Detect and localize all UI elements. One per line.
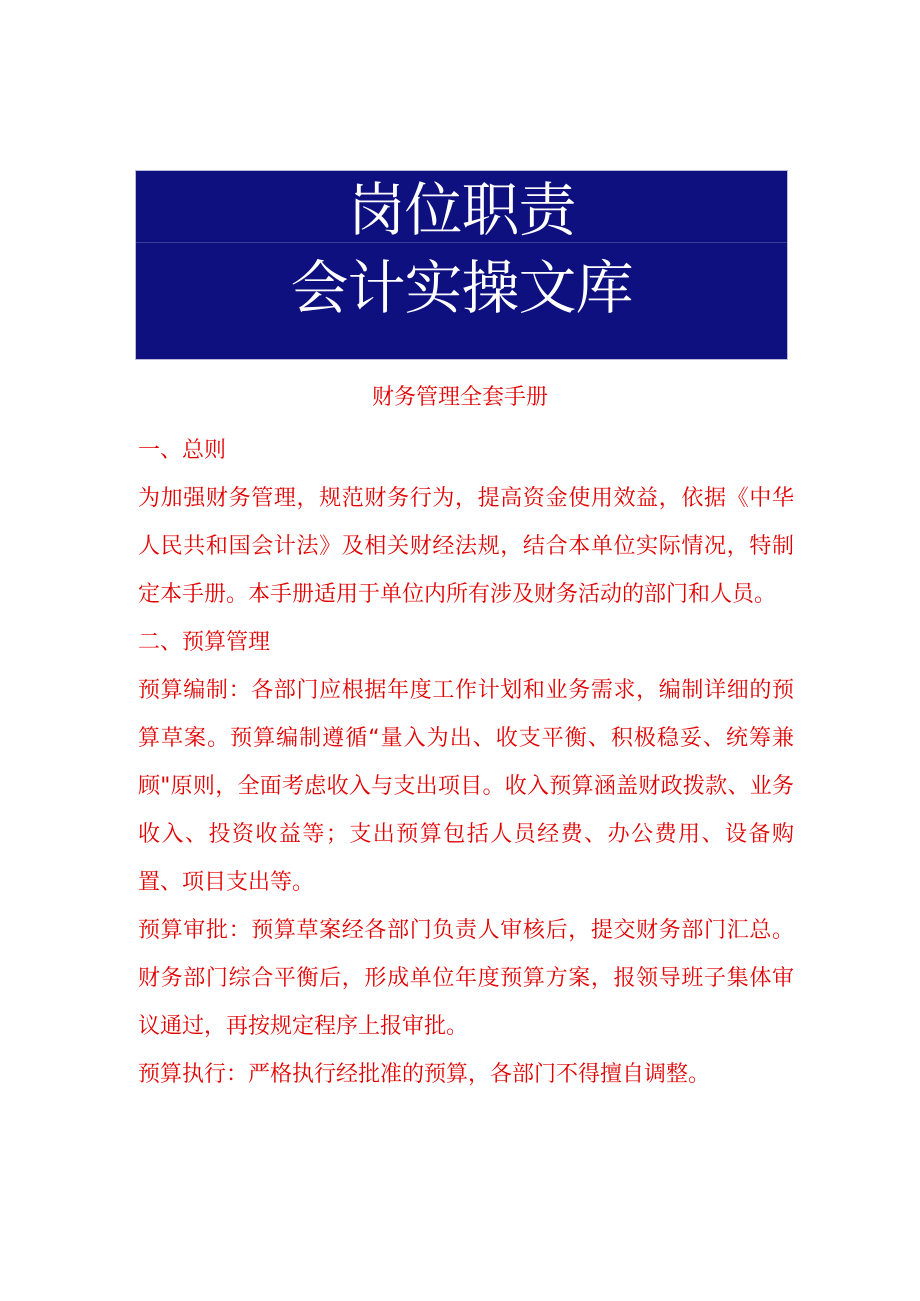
document-body	[138, 427, 794, 1099]
title-banner	[135, 170, 788, 360]
paragraph-budget-approval: 预算审批：预算草案经各部门负责人审核后，提交财务部门汇总。财务部门综合平衡后，形成单位年度预算方案，报领导班子集体审议通过，再按规定程序上报审批。	[138, 918, 794, 1039]
paragraph-budget-execution: 预算执行：严格执行经批准的预算，各部门不得擅自调整。	[138, 1062, 711, 1087]
section-heading-budget: 二、预算管理	[138, 630, 271, 655]
banner-title-line-1: 岗位职责	[347, 176, 576, 244]
document-title: 财务管理全套手册	[371, 385, 548, 410]
paragraph-budget-preparation: 预算编制：各部门应根据年度工作计划和业务需求，编制详细的预算草案。预算编制遵循“量入为出、收支平衡、积极稳妥、统筹兼顾"原则，全面考虑收入与支出项目。收入预算涵盖财政拨款、业务收入、投资收益等；支出预算包括人员经费、办公费用、设备购置、项目支出等。	[138, 678, 794, 895]
banner-title-line-2: 会计实操文库	[290, 254, 633, 322]
paragraph-general: 为加强财务管理，规范财务行为，提高资金使用效益，依据《中华人民共和国会计法》及相关财经法规，结合本单位实际情况，特制定本手册。本手册适用于单位内所有涉及财务活动的部门和人员。	[138, 486, 794, 607]
section-heading-general: 一、总则	[138, 438, 227, 463]
